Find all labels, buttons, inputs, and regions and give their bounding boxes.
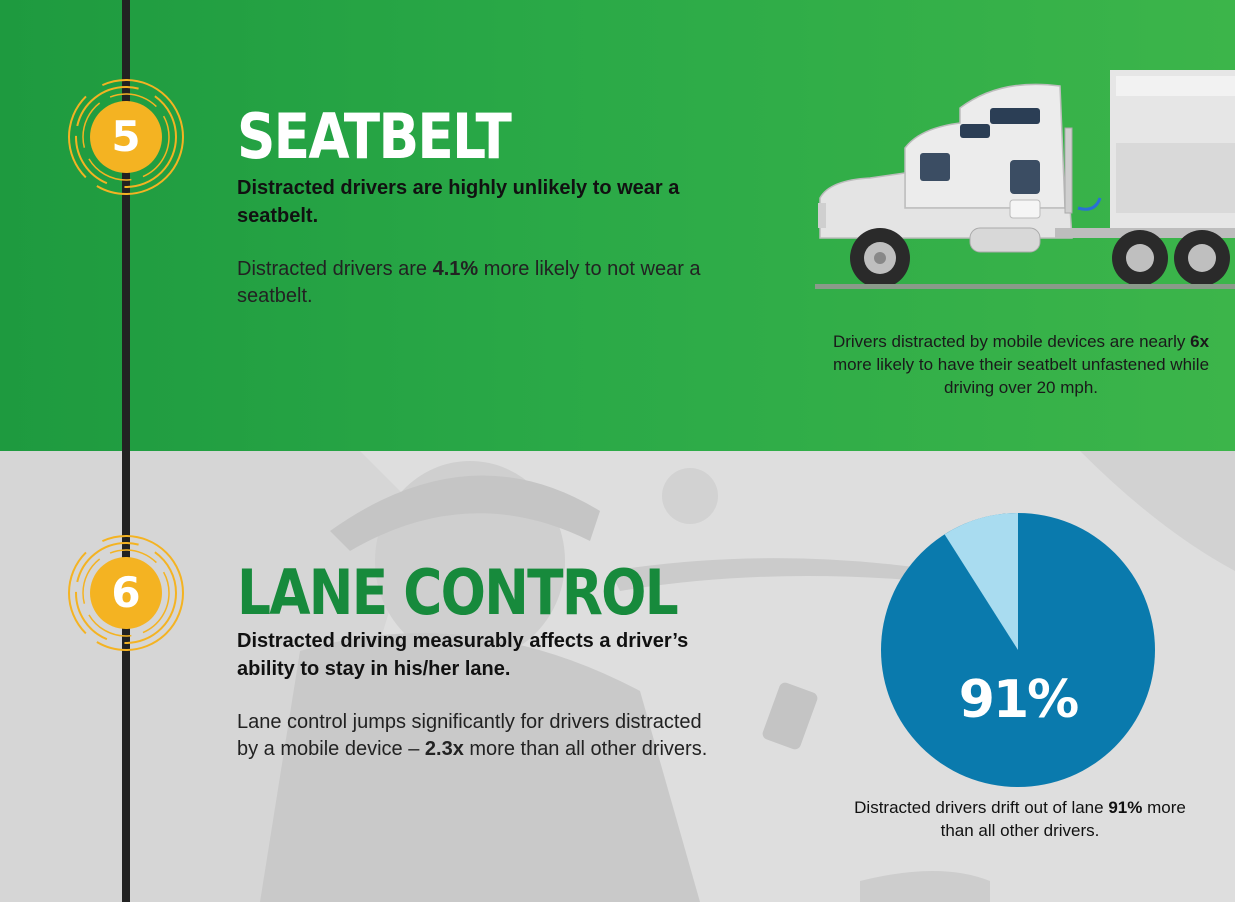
step-number: 6: [111, 568, 141, 617]
section-title-lane-control: LANE CONTROL: [237, 556, 678, 629]
lane-drift-pie: [878, 510, 1158, 790]
section-lead: Distracted drivers are highly unlikely to wear a seatbelt.: [237, 177, 680, 227]
pie-value-label: 91%: [958, 670, 1078, 730]
section-title-seatbelt: SEATBELT: [237, 100, 511, 173]
truck-caption: Drivers distracted by mobile devices are nearly 6x more likely to have their seatbelt unfastened while driving over 20 mph.: [832, 332, 1210, 397]
section-body: Distracted drivers are 4.1% more likely to not wear a seatbelt.: [237, 258, 701, 307]
step-number: 5: [111, 112, 141, 161]
truck-illustration: [810, 68, 1235, 293]
section-body: Lane control jumps significantly for drivers distracted by a mobile device – 2.3x more than all other drivers.: [237, 711, 708, 760]
step-badge-6: [66, 533, 186, 653]
step-badge-5: [66, 77, 186, 197]
section-lead: Distracted driving measurably affects a driver’s ability to stay in his/her lane.: [237, 630, 689, 680]
pie-caption: Distracted drivers drift out of lane 91% more than all other drivers.: [854, 798, 1186, 840]
